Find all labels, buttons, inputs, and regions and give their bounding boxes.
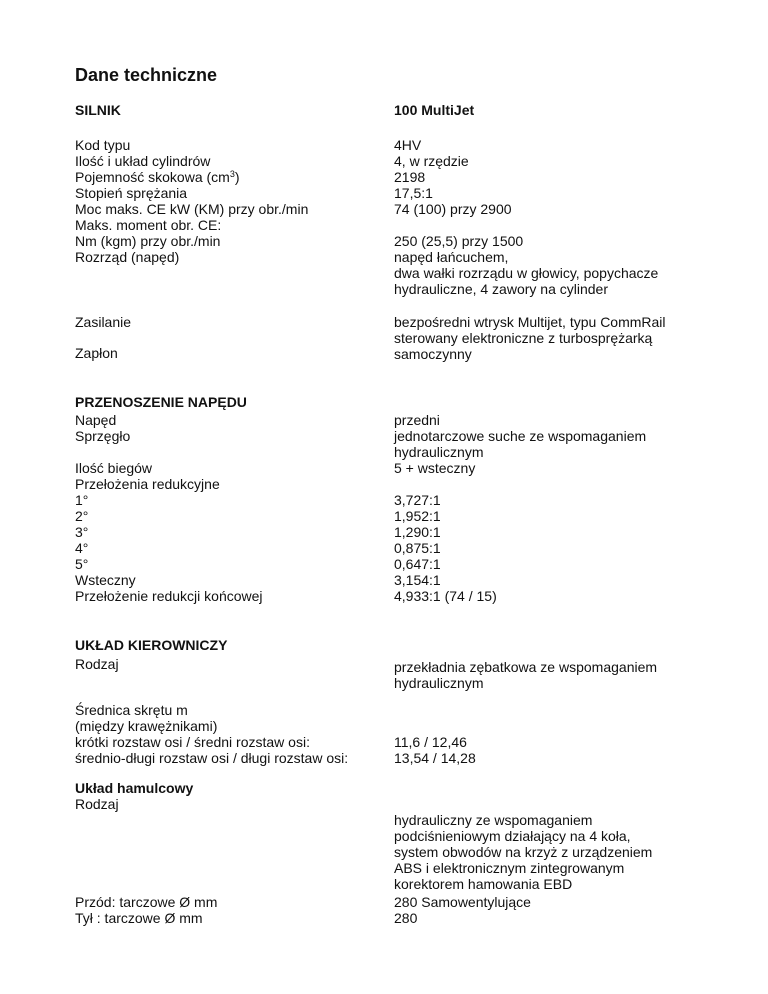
gear-label: 2° [75,508,89,524]
label-pojemnosc: Pojemność skokowa $(cm^3)$ [75,169,240,185]
gear-value: 3,727:1 [394,492,441,508]
label-srednica-note: (między krawężnikami) [75,718,218,734]
engine-model: 100 MultiJet [394,102,475,118]
value-rodzaj-kierowniczy: przekładnia zębatkowa ze wspomaganiem hydraulicznym [394,659,658,691]
label-cylindry: Ilość i układ cylindrów [75,153,211,169]
section-heading-kierowniczy: UKŁAD KIEROWNICZY [75,637,228,653]
label-naped: Napęd [75,412,117,428]
gear-value: 3,154:1 [394,572,441,588]
label-rodzaj-hamulce: Rodzaj [75,796,119,812]
label-rodzaj-kierowniczy: Rodzaj [75,656,119,672]
gear-label: Wsteczny [75,572,136,588]
gear-label: 5° [75,556,89,572]
value-rozrzad: napęd łańcuchem, dwa wałki rozrządu w głowicy, popychacze hydrauliczne, 4 zawory na cylinder [394,249,659,297]
value-sprezanie: 17,5:1 [394,185,433,201]
label-rozrzad: Rozrząd (napęd) [75,249,180,265]
value-naped: przedni [394,412,440,428]
value-sprzeglo: jednotarczowe suche ze wspomaganiem hydraulicznym [394,428,647,460]
gear-label: 4° [75,540,89,556]
page-title: Dane techniczne [75,65,218,85]
gear-value: 1,952:1 [394,508,441,524]
value-przod: 280 Samowentylujące [394,894,531,910]
label-rozstaw-dlugi: średnio-długi rozstaw osi / długi rozstaw osi: [75,750,349,766]
value-rodzaj-hamulce: hydrauliczny ze wspomaganiem podciśnieniowym działający na 4 koła, system obwodów na krzyż z urządzeniem ABS i elektronicznym zintegrowanym korektorem hamowania EBD [394,812,653,892]
value-zasilanie: bezpośredni wtrysk Multijet, typu CommRail sterowany elektroniczne z turbosprężarką samoczynny [394,314,666,362]
label-zasilanie: Zasilanie [75,314,132,330]
gear-value: 0,647:1 [394,556,441,572]
value-cylindry: 4, w rzędzie [394,153,469,169]
label-srednica: Średnica skrętu m [75,702,188,718]
label-moc: Moc maks. CE kW (KM) przy obr./min [75,201,309,217]
label-tyl: Tył : tarczowe Ø mm [75,910,203,926]
label-moment-heading: Maks. moment obr. CE: [75,217,222,233]
gear-label: 3° [75,524,89,540]
gear-value: 0,875:1 [394,540,441,556]
value-moc: 74 (100) przy 2900 [394,201,512,217]
gear-label: Przełożenie redukcji końcowej [75,588,263,604]
label-kod-typu: Kod typu [75,137,131,153]
label-sprezanie: Stopień sprężania [75,185,188,201]
value-kod-typu: 4HV [394,137,422,153]
label-moment: Nm (kgm) przy obr./min [75,233,221,249]
value-moment: 250 (25,5) przy 1500 [394,233,524,249]
label-biegi: Ilość biegów [75,460,153,476]
label-przod: Przód: tarczowe Ø mm [75,894,218,910]
gear-label: 1° [75,492,89,508]
section-heading-hamulce: Układ hamulcowy [75,780,194,796]
value-rozstaw-krotki: 11,6 / 12,46 [394,734,467,750]
value-pojemnosc: 2198 [394,169,426,185]
section-heading-silnik: SILNIK [75,102,121,118]
gear-value: 4,933:1 (74 / 15) [394,588,497,604]
value-tyl: 280 [394,910,418,926]
label-rozstaw-krotki: krótki rozstaw osi / średni rozstaw osi: [75,734,310,750]
label-sprzeglo: Sprzęgło [75,428,131,444]
value-rozstaw-dlugi: 13,54 / 14,28 [394,750,476,766]
label-przelozenia: Przełożenia redukcyjne [75,476,220,492]
label-zaplon: Zapłon [75,345,118,361]
section-heading-naped: PRZENOSZENIE NAPĘDU [75,394,247,410]
gear-value: 1,290:1 [394,524,441,540]
value-biegi: 5 + wsteczny [394,460,476,476]
